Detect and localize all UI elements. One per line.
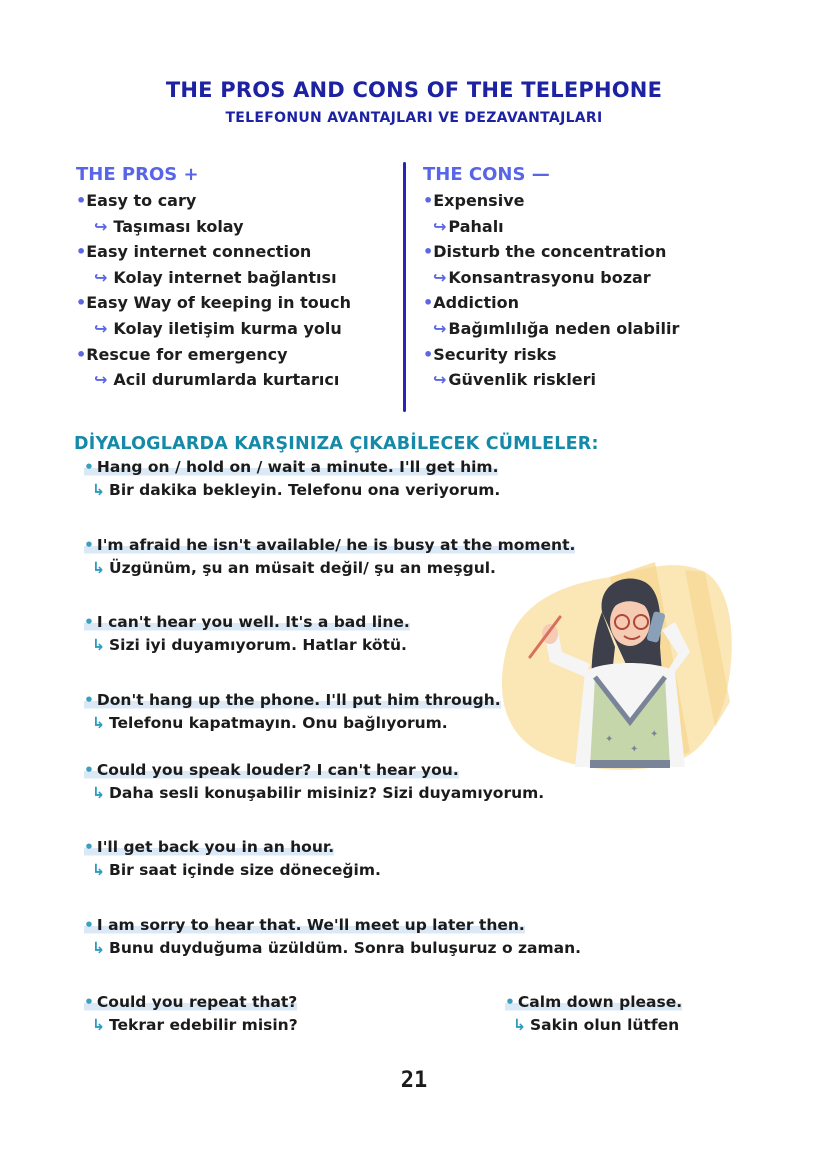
svg-text:✦: ✦ (615, 704, 624, 715)
bullet-icon: • (76, 293, 87, 313)
phrase-turkish: ↳ Telefonu kapatmayın. Onu bağlıyorum. (92, 714, 448, 732)
phrase-turkish: ↳ Bir dakika bekleyin. Telefonu ona veriyorum. (92, 481, 501, 499)
phrase-item (84, 456, 500, 502)
curved-arrow-icon: ↪ (94, 216, 108, 236)
svg-text:✦: ✦ (605, 734, 614, 745)
curved-arrow-icon: ↪ (433, 216, 447, 236)
bullet-icon: • (84, 838, 94, 856)
svg-text:✦: ✦ (650, 729, 659, 740)
illustration-graphic (490, 552, 735, 777)
pros-translation: ↪ Kolay iletişim kurma yolu (76, 316, 396, 342)
turn-arrow-icon: ↳ (92, 784, 105, 802)
bullet-icon: • (423, 191, 434, 210)
phrase-english: • I'll get back you in an hour. (84, 838, 335, 856)
phrase-item (84, 836, 381, 882)
woman-on-phone-illustration (490, 552, 735, 777)
bullet-icon: • (84, 916, 94, 934)
bullet-icon: • (84, 613, 94, 631)
phrase-english: • Don't hang up the phone. I'll put him through. (84, 691, 501, 709)
bullet-icon: • (84, 691, 94, 709)
curved-arrow-icon: ↪ (433, 370, 447, 390)
phrase-item (84, 991, 298, 1037)
bullet-icon: • (423, 242, 434, 262)
phrase-turkish: ↳ Sizi iyi duyamıyorum. Hatlar kötü. (92, 636, 407, 654)
cons-item: •Disturb the concentration (423, 242, 667, 262)
phrase-item (84, 914, 581, 960)
turn-arrow-icon: ↳ (92, 861, 105, 879)
pros-translation: ↪ Taşıması kolay (76, 214, 396, 240)
turn-arrow-icon: ↳ (92, 714, 105, 732)
phrase-turkish: ↳ Bir saat içinde size döneceğim. (92, 861, 381, 879)
svg-text:✦: ✦ (630, 744, 639, 755)
turn-arrow-icon: ↳ (92, 939, 105, 957)
cons-item: •Addiction (423, 293, 520, 313)
column-divider (403, 162, 406, 412)
pros-column (76, 162, 396, 393)
turn-arrow-icon: ↳ (92, 481, 105, 499)
bullet-icon: • (84, 458, 94, 476)
phrase-item (84, 689, 501, 735)
pros-item: •Easy Way of keeping in touch (76, 293, 352, 313)
phrase-turkish: ↳ Bunu duyduğuma üzüldüm. Sonra buluşuruz o zaman. (92, 939, 582, 957)
pros-item: •Rescue for emergency (76, 344, 288, 364)
pros-translation: ↪ Acil durumlarda kurtarıcı (76, 367, 396, 393)
turn-arrow-icon: ↳ (92, 636, 105, 654)
cons-translation: ↪ Güvenlik riskleri (423, 367, 723, 393)
phrase-english: • Calm down please. (505, 993, 683, 1011)
cons-item: •Security risks (423, 344, 557, 364)
turn-arrow-icon: ↳ (92, 1016, 105, 1034)
curved-arrow-icon: ↪ (94, 370, 108, 390)
phrase-item (505, 991, 682, 1037)
phrase-turkish: ↳ Üzgünüm, şu an müsait değil/ şu an meşgul. (92, 559, 496, 577)
phrase-english: • I am sorry to hear that. We'll meet up later then. (84, 916, 525, 934)
curved-arrow-icon: ↪ (94, 318, 108, 338)
cons-translation: ↪ Pahalı (423, 214, 723, 240)
phrase-turkish: ↳ Sakin olun lütfen (513, 1016, 680, 1034)
phrase-english: • Hang on / hold on / wait a minute. I'll get him. (84, 458, 499, 476)
pros-item: •Easy to cary (76, 191, 197, 210)
curved-arrow-icon: ↪ (94, 267, 108, 287)
cons-column (423, 162, 723, 393)
pros-item: •Easy internet connection (76, 242, 312, 262)
pros-translation: ↪ Kolay internet bağlantısı (76, 265, 396, 291)
cons-item: •Expensive (423, 191, 525, 210)
phrase-turkish: ↳ Tekrar edebilir misin? (92, 1016, 298, 1034)
bullet-icon: • (84, 993, 94, 1011)
phrase-turkish: ↳ Daha sesli konuşabilir misiniz? Sizi duyamıyorum. (92, 784, 545, 802)
page-number: 21 (400, 1068, 428, 1093)
bullet-icon: • (76, 344, 87, 364)
turn-arrow-icon: ↳ (92, 559, 105, 577)
dialogues-title: DİYALOGLARDA KARŞINIZA ÇIKABİLECEK CÜMLELER: (74, 434, 599, 454)
page-subtitle: TELEFONUN AVANTAJLARI VE DEZAVANTAJLARI (225, 110, 603, 126)
bullet-icon: • (76, 191, 87, 210)
phrase-english: • I can't hear you well. It's a bad line. (84, 613, 410, 631)
curved-arrow-icon: ↪ (433, 267, 447, 287)
cons-heading: THE CONS — (423, 164, 550, 185)
turn-arrow-icon: ↳ (513, 1016, 526, 1034)
bullet-icon: • (76, 242, 87, 262)
bullet-icon: • (505, 993, 515, 1011)
curved-arrow-icon: ↪ (433, 318, 447, 338)
phrase-english: • I'm afraid he isn't available/ he is busy at the moment. (84, 536, 576, 554)
bullet-icon: • (423, 344, 434, 364)
bullet-icon: • (84, 761, 94, 779)
cons-translation: ↪ Bağımlılığa neden olabilir (423, 316, 723, 342)
phrase-english: • Could you speak louder? I can't hear you. (84, 761, 459, 779)
cons-translation: ↪ Konsantrasyonu bozar (423, 265, 723, 291)
bullet-icon: • (423, 293, 434, 313)
phrase-item (84, 759, 544, 805)
page-title: THE PROS AND CONS OF THE TELEPHONE (165, 78, 663, 102)
phrase-english: • Could you repeat that? (84, 993, 298, 1011)
bullet-icon: • (84, 536, 94, 554)
pros-heading: THE PROS + (76, 164, 199, 185)
phrase-item (84, 611, 410, 657)
